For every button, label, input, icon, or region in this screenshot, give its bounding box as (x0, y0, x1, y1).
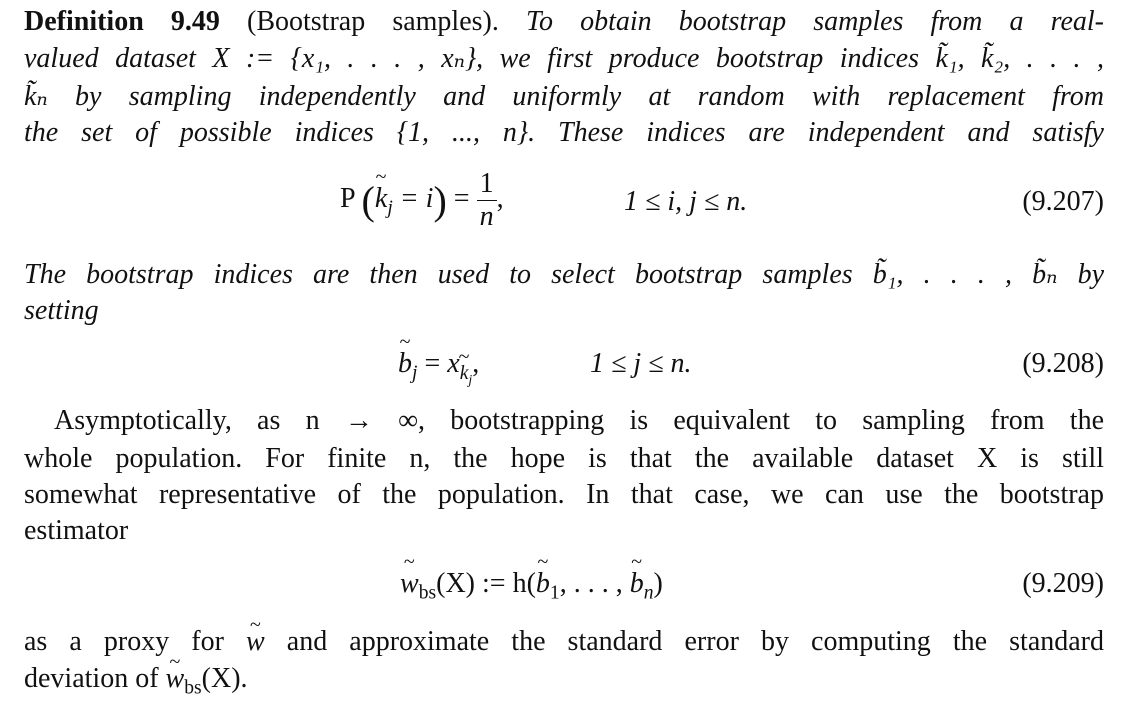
definition-line-1 (24, 4, 1104, 40)
para-4-line-1: as a proxy for ~ w and approximate the standard error by computing the standard (24, 624, 1104, 660)
equation-9-207-math: P (~ $k_j = i$) = $\frac{1}{n}$ , (340, 170, 504, 231)
definition-label: Definition 9.49 (24, 6, 220, 37)
definition-line-2: valued dataset X := {x₁, . . . , xₙ}, we first produce bootstrap indices k̃₁, k̃₂, . . . , (24, 43, 1104, 74)
equation-9-208-condition: 1 ≤ j ≤ n. (590, 348, 692, 379)
equation-9-208-math: ~ $b_j$ = x~ $_{k_j}$, (398, 348, 479, 388)
definition-line-4: the set of possible indices {1, ..., n}. These indices are independent and satisfy (24, 117, 1104, 148)
k-tilde: ~ k (375, 183, 387, 215)
para-3-line-1: Asymptotically, as n → ∞, bootstrapping is equivalent to sampling from the (54, 405, 1104, 436)
para-3-line-3: somewhat representative of the population. In that case, we can use the bootstrap (24, 479, 1104, 510)
para-3-line-2: whole population. For finite n, the hope is that the available dataset X is still (24, 443, 1104, 474)
prob-symbol: P (340, 182, 355, 214)
definition-line-3: k̃ₙ by sampling independently and uniformly at random with replacement from (24, 81, 1104, 112)
equation-9-208 (24, 348, 1104, 408)
w-tilde: ~ w (400, 568, 419, 600)
equation-number-9-207: (9.207) (1022, 186, 1104, 217)
equation-9-209 (24, 568, 1104, 628)
para-2-line-1: The bootstrap indices are then used to select bootstrap samples b̃₁, . . . , b̃ₙ by (24, 259, 1104, 290)
para-2-line-2: setting (24, 295, 99, 326)
equation-number-9-208: (9.208) (1022, 348, 1104, 379)
definition-title: (Bootstrap samples). (247, 6, 499, 37)
para-4-line-2: deviation of ~ $w_{bs}(X)$. (24, 661, 248, 707)
equation-9-207-condition: 1 ≤ i, j ≤ n. (624, 186, 748, 217)
definition-text-1: To obtain bootstrap samples from a real- (525, 6, 1104, 37)
equation-9-209-math: ~ $w_{bs}(X)$ := h(~ $b_1$, . . . , ~ $b_n$) (400, 568, 663, 605)
equation-9-207 (24, 170, 1104, 230)
equation-number-9-209: (9.209) (1022, 568, 1104, 599)
fraction-1-over-n: $\frac{1}{n}$ (477, 170, 497, 231)
para-3-line-4: estimator (24, 515, 129, 546)
b-tilde: ~ b (398, 348, 412, 380)
